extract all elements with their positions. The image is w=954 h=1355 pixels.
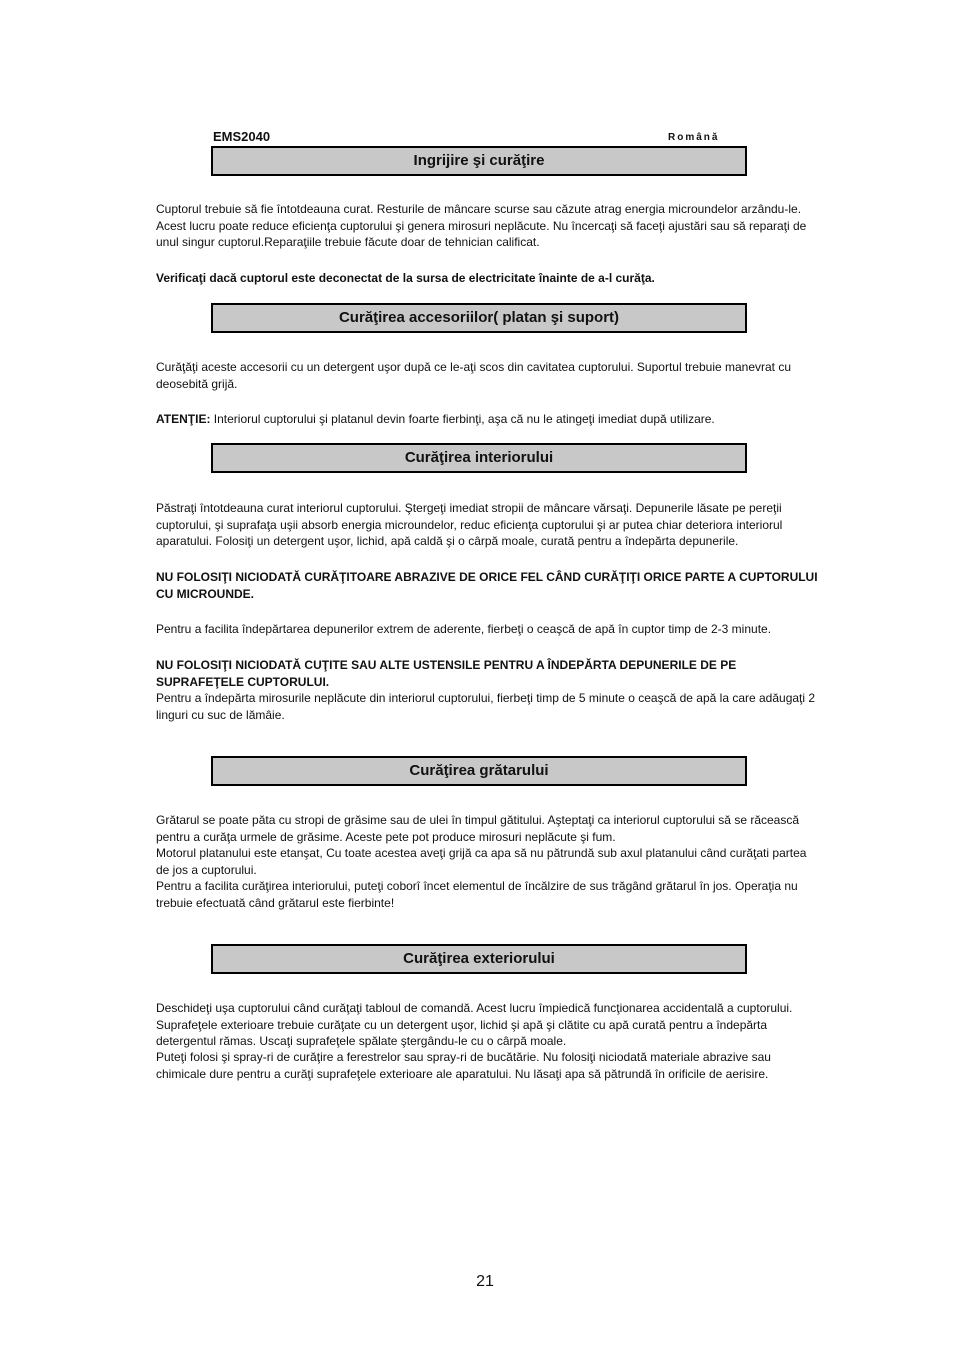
paragraph-care-intro: Cuptorul trebuie să fie întotdeauna curat. Resturile de mâncare scurse sau căzute atrag energia microundelor arzându-le. Acest lucru poate reduce eficienţa cuptorului şi genera mirosuri neplăcute. Nu încercaţi să faceţi ajustări sau să reparaţi de unul singur cuptorul.Reparaţiile trebuie făcute doar de tehnician calificat.: [156, 202, 807, 249]
section-title-accessories: Curăţirea accesoriilor( platan şi suport): [211, 303, 747, 333]
paragraph-grill-2: Motorul platanului este etanşat, Cu toate acestea aveţi grijă ca apa să nu pătrundă sub axul platanului când curăţati partea de jos a cuptorului.: [156, 846, 807, 877]
paragraph-interior: Păstraţi întotdeauna curat interiorul cuptorului. Ştergeţi imediat stropii de mâncare vărsaţi. Depunerile lăsate pe pereţii cuptorului, şi suprafaţa uşii absorb energia microundelor, reduc eficienţa cuptorului şi ar putea chiar deteriora interiorul aparatului. Folosiţi un detergent uşor, lichid, apă caldă şi o cârpă moale, curată pentru a îndepărta depunerile.: [156, 501, 783, 548]
section-title-grill: Curăţirea grătarului: [211, 756, 747, 786]
warning-disconnect: Verificaţi dacă cuptorul este deconectat de la sursa de electricitate înainte de a-l curăţa.: [156, 271, 655, 285]
warning-abrasives: NU FOLOSIŢI NICIODATĂ CURĂŢITOARE ABRAZIVE DE ORICE FEL CÂND CURĂŢIŢI ORICE PARTE A CUPTORULUI CU MICROUNDE.: [156, 570, 818, 601]
section-title-exterior: Curăţirea exteriorului: [211, 944, 747, 974]
section-title-interior: Curăţirea interiorului: [211, 443, 747, 473]
language-label: Română: [668, 132, 720, 143]
model-label: EMS2040: [213, 129, 271, 144]
paragraph-boil-water: Pentru a facilita îndepărtarea depunerilor extrem de aderente, fierbeţi o ceaşcă de apă în cuptor timp de 2-3 minute.: [156, 622, 772, 636]
attention-note: [156, 411, 820, 428]
paragraph-grill-3: Pentru a facilita curăţirea interiorului, puteţi coborî încet elementul de încălzire de sus trăgând grătarul în jos. Operaţia nu trebuie efectuată când grătarul este fierbinte!: [156, 879, 798, 910]
attention-label: ATENŢIE:: [156, 412, 211, 426]
paragraph-grill-1: Grătarul se poate păta cu stropi de grăsime sau de ulei în timpul gătitului. Aşteptaţi ca interiorul cuptorului să se răcească pentru a curăţa urmele de grăsime. Aceste pete pot produce mirosuri neplăcute şi fum.: [156, 813, 800, 844]
paragraph-exterior-1: Deschideţi uşa cuptorului când curăţaţi tabloul de comandă. Acest lucru împiedică funcţionarea accidentală a cuptorului. Suprafeţele exterioare trebuie curăţate cu un detergent uşor, lichid şi apă şi clătite cu apă curată pentru a îndepărta detergentul rămas. Uscaţi suprafeţele spălate ştergându-le cu o cârpă moale.: [156, 1001, 793, 1048]
page-number: 21: [476, 1273, 494, 1290]
attention-text: Interiorul cuptorului şi platanul devin foarte fierbinţi, aşa că nu le atingeţi imediat după utilizare.: [210, 412, 715, 426]
section-title-care: Ingrijire şi curăţire: [211, 146, 747, 176]
paragraph-accessories: Curăţăţi aceste accesorii cu un detergent uşor după ce le-aţi scos din cavitatea cuptorului. Suportul trebuie manevrat cu deosebită grijă.: [156, 360, 792, 391]
paragraph-exterior-2: Puteţi folosi şi spray-ri de curăţire a ferestrelor sau spray-ri de bucătărie. Nu folosiţi niciodată materiale abrazive sau chimicale dure pentru a curăţi suprafeţele exterioare ale aparatului. Nu lăsaţi apa să pătrundă în orificile de aerisire.: [156, 1050, 771, 1081]
paragraph-odors: Pentru a îndepărta mirosurile neplăcute din interiorul cuptorului, fierbeţi timp de 5 minute o ceaşcă de apă la care adăugaţi 2 linguri cu suc de lămâie.: [156, 691, 816, 722]
warning-knives: NU FOLOSIŢI NICIODATĂ CUŢITE SAU ALTE USTENSILE PENTRU A ÎNDEPĂRTA DEPUNERILE DE PE SUPRAFEŢELE CUPTORULUI.: [156, 658, 737, 689]
